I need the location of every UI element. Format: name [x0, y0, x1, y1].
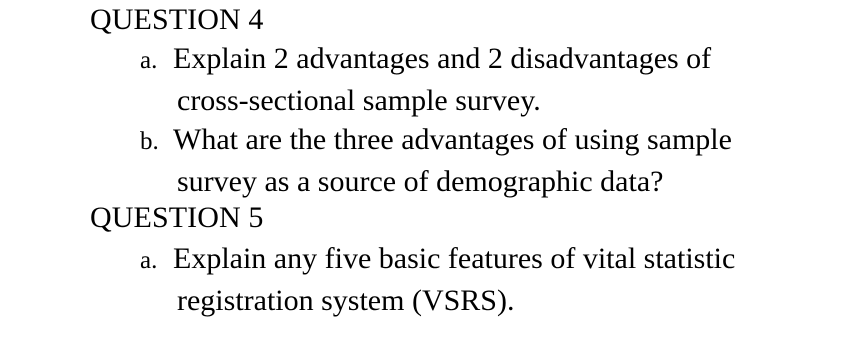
- question-4-heading: QUESTION 4: [90, 3, 264, 36]
- item-text: Explain 2 advantages and 2 disadvantages of: [173, 42, 712, 75]
- item-text: Explain any five basic features of vital statistic: [173, 242, 736, 275]
- item-first-line: [140, 39, 840, 81]
- item-marker: b.: [140, 128, 159, 155]
- item-marker: a.: [140, 247, 158, 274]
- item-continuation: registration system (VSRS).: [177, 284, 515, 317]
- item-first-line: [140, 120, 840, 162]
- item-marker: a.: [140, 47, 158, 74]
- item-text: What are the three advantages of using sample: [173, 123, 732, 156]
- question-4-item-a: [140, 39, 840, 121]
- question-5-item-a: [140, 239, 840, 321]
- item-continuation: cross-sectional sample survey.: [177, 84, 541, 117]
- question-4-item-b: [140, 120, 840, 202]
- question-5-heading: QUESTION 5: [90, 201, 264, 234]
- item-first-line: [140, 239, 840, 281]
- item-continuation: survey as a source of demographic data?: [177, 165, 664, 198]
